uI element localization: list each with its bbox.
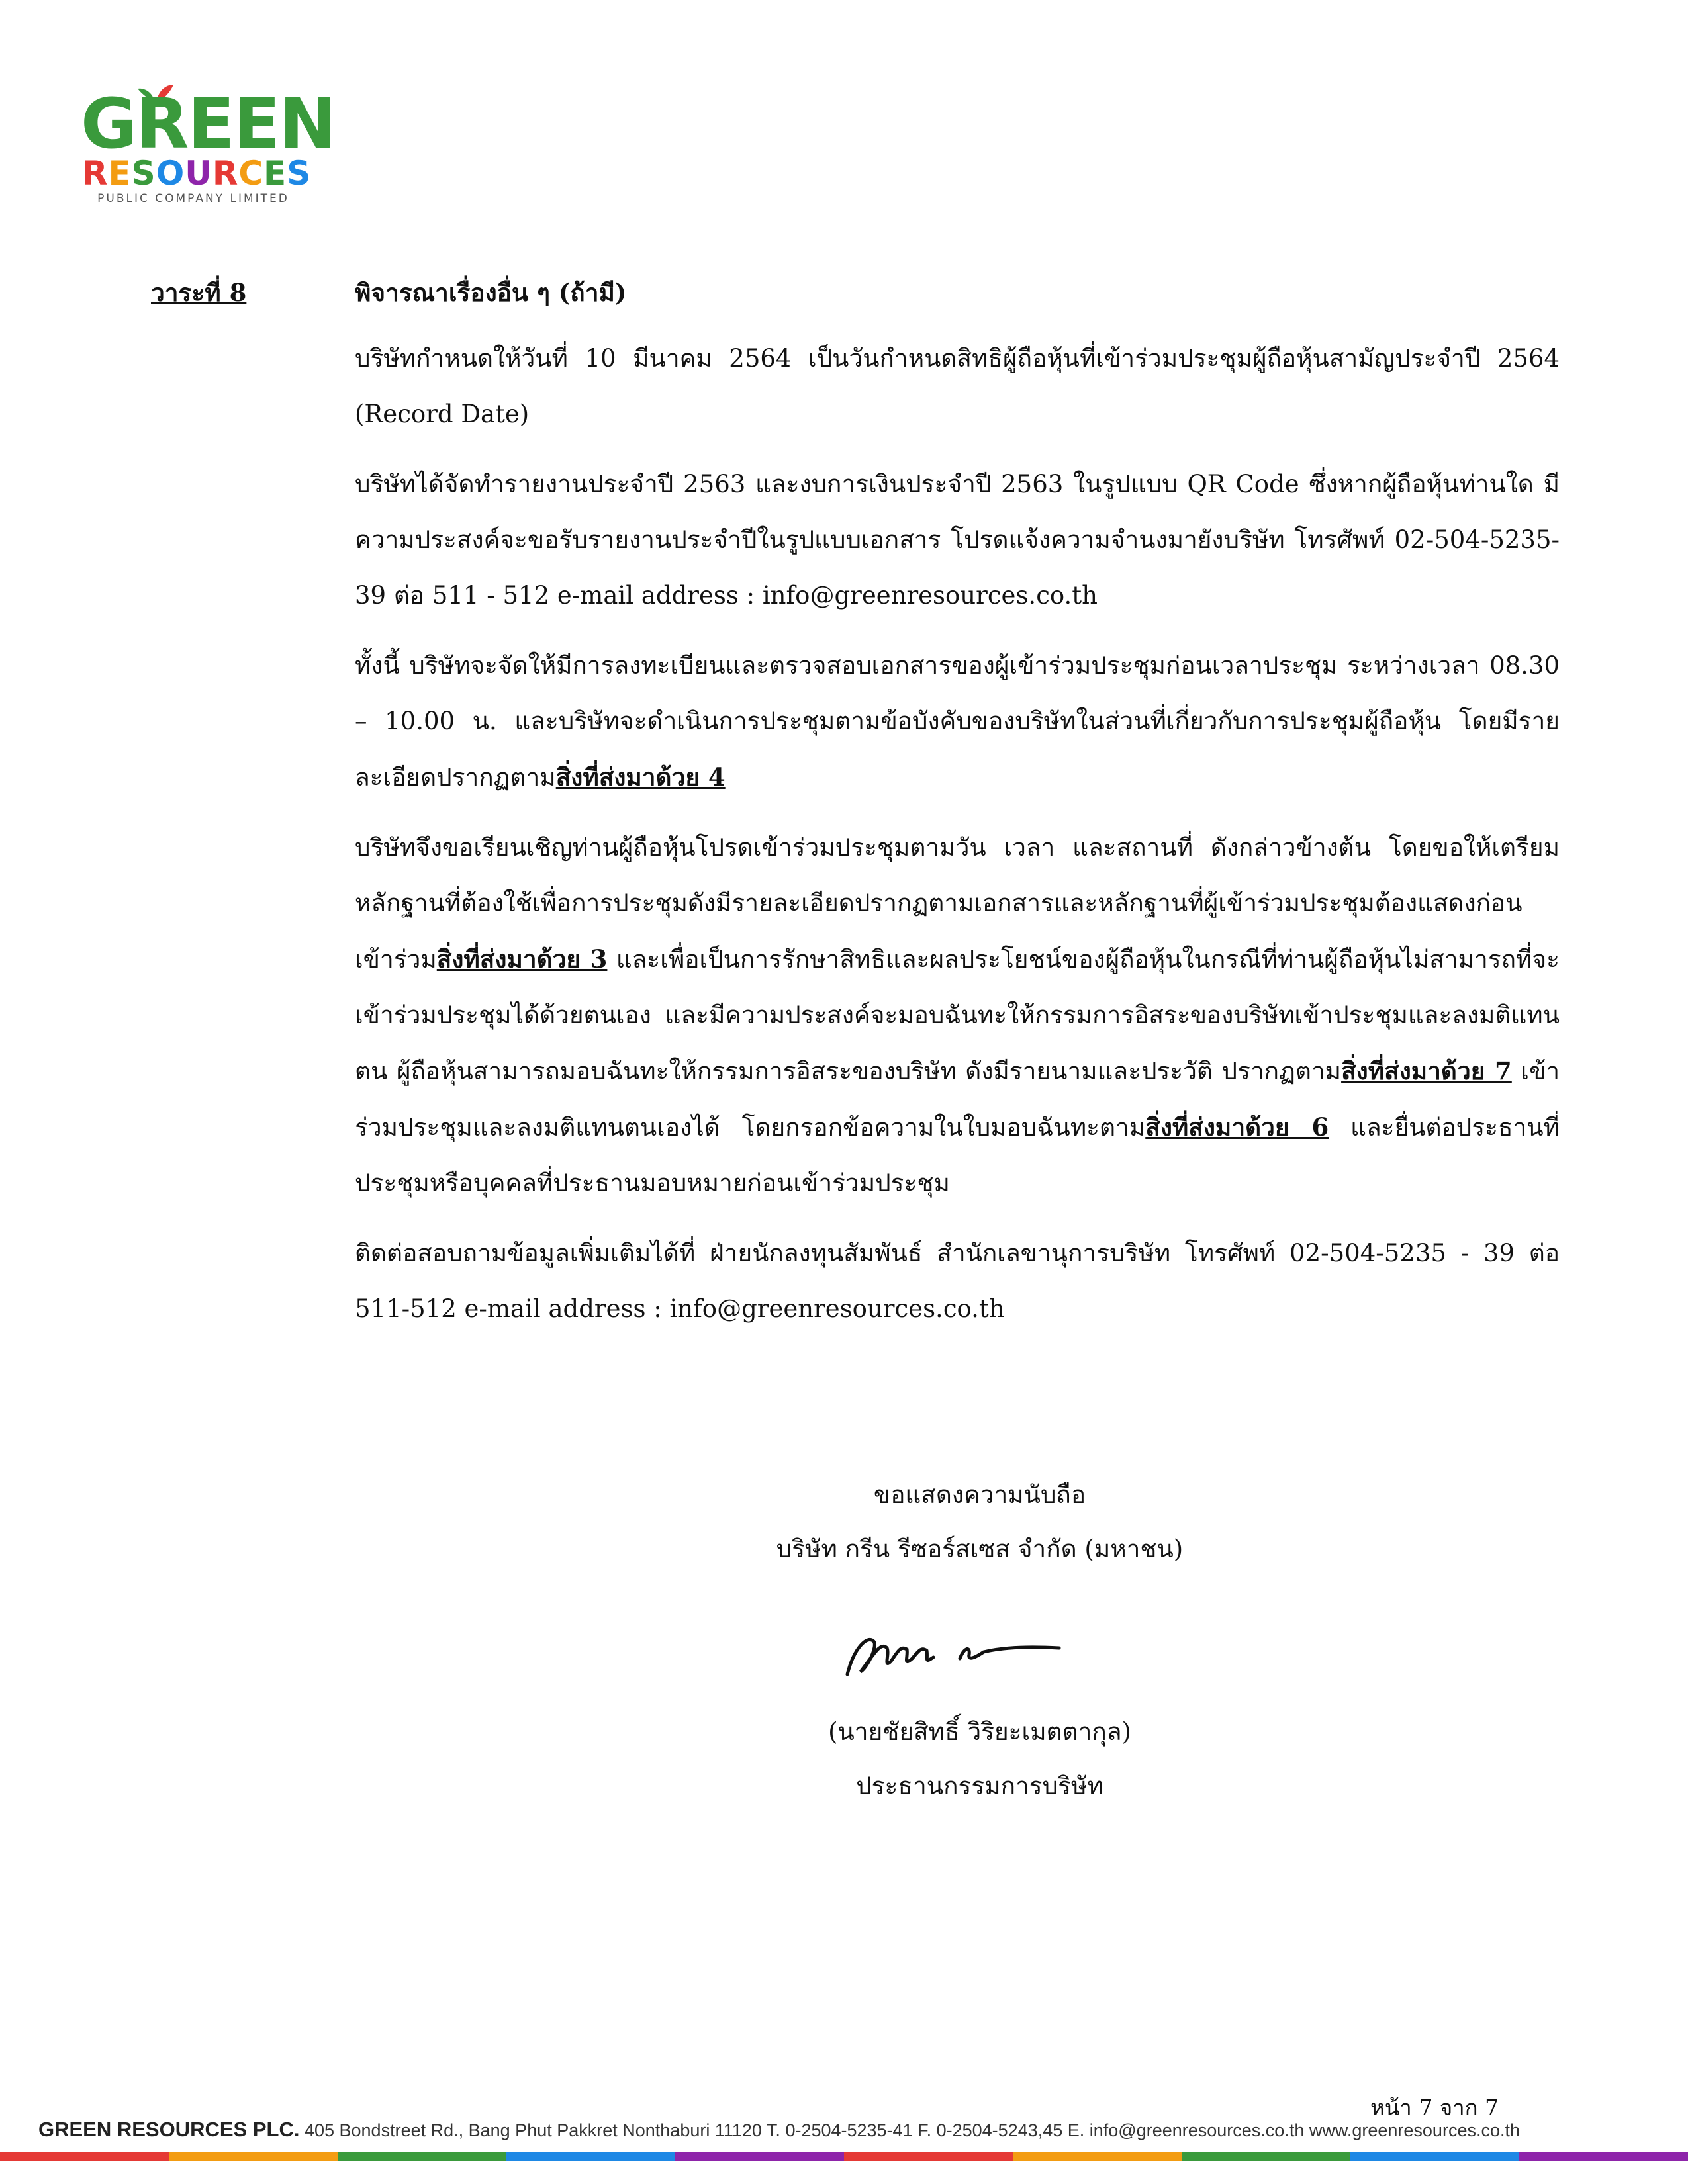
logo-letter: U	[185, 154, 212, 193]
footer-bar-segment	[1519, 2152, 1688, 2161]
handwritten-signature	[834, 1608, 1072, 1688]
logo-letter: R	[82, 154, 109, 193]
logo-letter: C	[238, 154, 264, 193]
logo-wordmark-green: GREEN	[81, 83, 336, 164]
footer-bar-segment	[0, 2152, 169, 2161]
footer-company: GREEN RESOURCES PLC.	[38, 2118, 300, 2141]
signer-block	[596, 1705, 1364, 1813]
footer-bar-segment	[1013, 2152, 1182, 2161]
footer-bar-segment	[338, 2152, 506, 2161]
signer-name: (นายชัยสิทธิ์ วิริยะเมตตากุล)	[828, 1717, 1131, 1746]
logo-letter: E	[108, 154, 132, 193]
body-text	[355, 331, 1560, 1351]
closing-block	[596, 1468, 1364, 1576]
enclosure-reference: สิ่งที่ส่งมาด้วย 4	[555, 762, 726, 792]
logo-tagline: PUBLIC COMPANY LIMITED	[97, 192, 289, 205]
footer-bar-segment	[506, 2152, 675, 2161]
signer-position: ประธานกรรมการบริษัท	[856, 1772, 1103, 1800]
footer-bar-segment	[1182, 2152, 1350, 2161]
logo-letter: S	[287, 154, 312, 193]
paragraph-annual-report: บริษัทได้จัดทำรายงานประจำปี 2563 และงบการเงินประจำปี 2563 ในรูปแบบ QR Code ซึ่งหากผู้ถือหุ้นท่านใด มีความประสงค์จะขอรับรายงานประจำปีในรูปแบบเอกสาร โปรดแจ้งความจำนงมายังบริษัท โทรศัพท์ 02-504-5235-39 ต่อ 511 - 512 e-mail address : info@greenresources.co.th	[355, 470, 1560, 610]
paragraph-registration	[355, 638, 1560, 805]
footer-bar-segment	[1350, 2152, 1519, 2161]
enclosure-reference: สิ่งที่ส่งมาด้วย 6	[1145, 1113, 1329, 1142]
logo-letter: E	[263, 154, 287, 193]
agenda-title: พิจารณาเรื่องอื่น ๆ (ถ้ามี)	[355, 278, 627, 307]
paragraph-invitation	[355, 820, 1560, 1211]
footer-bar-segment	[675, 2152, 844, 2161]
footer-bar-segment	[169, 2152, 338, 2161]
logo-letter: R	[212, 154, 239, 193]
paragraph-text: ทั้งนี้ บริษัทจะจัดให้มีการลงทะเบียนและตรวจสอบเอกสารของผู้เข้าร่วมประชุมก่อนเวลาประชุม ระหว่างเวลา 08.30 – 10.00 น. และบริษัทจะดำเนินการประชุมตามข้อบังคับของบริษัทในส่วนที่เกี่ยวกับการประชุมผู้ถือหุ้น โดยมีรายละเอียดปรากฏตาม	[355, 651, 1560, 792]
paragraph-record-date: บริษัทกำหนดให้วันที่ 10 มีนาคม 2564 เป็นวันกำหนดสิทธิผู้ถือหุ้นที่เข้าร่วมประชุมผู้ถือหุ้นสามัญประจำปี 2564 (Record Date)	[355, 344, 1560, 428]
company-logo	[78, 78, 336, 210]
agenda-label: วาระที่ 8	[151, 278, 247, 307]
footer-bar-segment	[844, 2152, 1013, 2161]
page-number: หน้า 7 จาก 7	[1370, 2095, 1499, 2120]
footer	[38, 2118, 1654, 2142]
paragraph-text: บริษัทจึงขอเรียนเชิญท่านผู้ถือหุ้นโปรดเข้าร่วมประชุมตามวัน เวลา และสถานที่ ดังกล่าวข้างต้น โดยขอให้เตรียมหลักฐานที่ต้องใช้เพื่อการประชุมดังมีรายละเอียดปรากฏตามเอกสารและหลักฐานที่ผู้เข้าร่วมประชุมต้องแสดงก่อนเข้าร่วม	[355, 833, 1560, 974]
paragraph-contact: ติดต่อสอบถามข้อมูลเพิ่มเติมได้ที่ ฝ่ายนักลงทุนสัมพันธ์ สำนักเลขานุการบริษัท โทรศัพท์ 02-504-5235 - 39 ต่อ 511-512 e-mail address : info@greenresources.co.th	[355, 1239, 1560, 1323]
closing-regards: ขอแสดงความนับถือ	[873, 1480, 1086, 1509]
footer-color-bar	[0, 2152, 1688, 2161]
footer-address: 405 Bondstreet Rd., Bang Phut Pakkret Nonthaburi 11120 T. 0-2504-5235-41 F. 0-2504-5243,45 E. info@greenresources.co.th www.greenresources.co.th	[304, 2120, 1520, 2140]
paragraph-text: และยื่นต่อประธานที่ประชุมหรือบุคคลที่ประธานมอบหมายก่อนเข้าร่วมประชุม	[355, 1113, 1560, 1197]
enclosure-reference: สิ่งที่ส่งมาด้วย 3	[436, 944, 608, 974]
paragraph-text: เข้าร่วมประชุมและลงมติแทนตนเองได้ โดยกรอกข้อความในใบมอบฉันทะตาม	[355, 1057, 1560, 1142]
paragraph-text: และเพื่อเป็นการรักษาสิทธิและผลประโยชน์ของผู้ถือหุ้นในกรณีที่ท่านผู้ถือหุ้นไม่สามารถที่จะเข้าร่วมประชุมได้ด้วยตนเอง และมีความประสงค์จะมอบฉันทะให้กรรมการอิสระของบริษัทเข้าประชุมและลงมติแทนตน ผู้ถือหุ้นสามารถมอบฉันทะให้กรรมการอิสระของบริษัท ดังมีรายนามและประวัติ ปรากฏตาม	[355, 945, 1560, 1085]
closing-company: บริษัท กรีน รีซอร์สเซส จำกัด (มหาชน)	[776, 1535, 1184, 1563]
enclosure-reference: สิ่งที่ส่งมาด้วย 7	[1341, 1056, 1512, 1085]
logo-letter: O	[156, 154, 185, 193]
logo-wordmark-resources	[82, 155, 311, 192]
logo-letter: S	[131, 154, 156, 193]
